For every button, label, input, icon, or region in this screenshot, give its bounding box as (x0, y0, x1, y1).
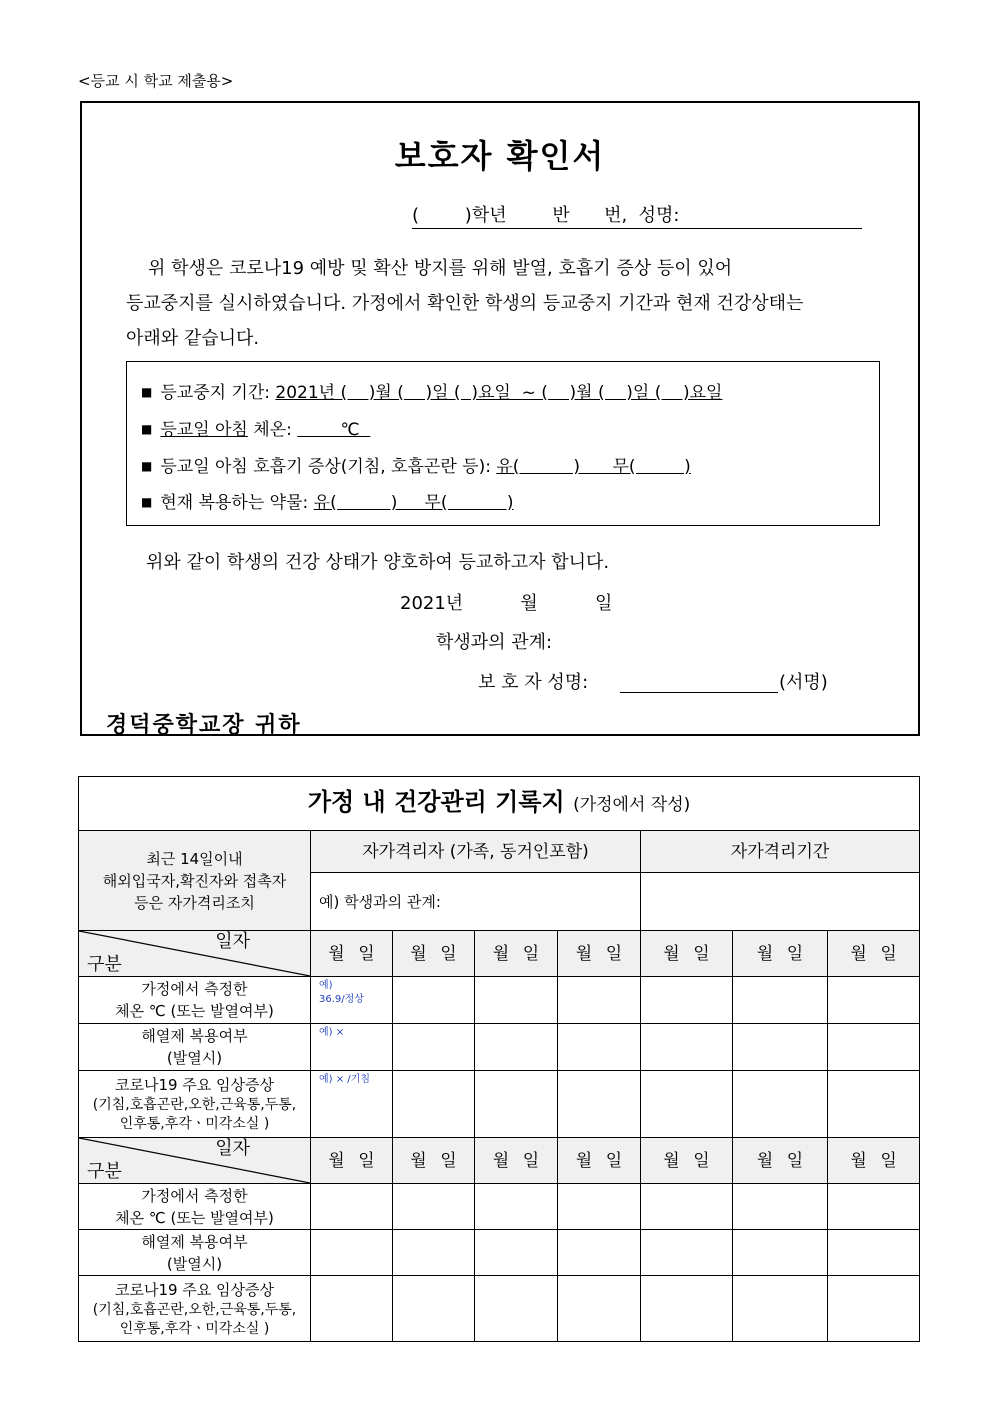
entry-cell[interactable] (558, 1276, 641, 1342)
date-cell[interactable]: 월 일 (558, 1138, 641, 1184)
entry-cell[interactable] (733, 1276, 828, 1342)
date-cell[interactable]: 월 일 (393, 1138, 475, 1184)
date-cell[interactable]: 월 일 (641, 931, 733, 977)
submission-note: <등교 시 학교 제출용> (78, 72, 234, 90)
record-title: 가정 내 건강관리 기록지 (307, 788, 565, 816)
entry-cell[interactable] (393, 1071, 475, 1138)
medication-item: ■ 현재 복용하는 약물: 유( ) 무( ) (141, 493, 514, 513)
entry-cell[interactable] (558, 1024, 641, 1071)
quarantine-person-header: 자가격리자 (가족, 동거인포함) (311, 831, 641, 873)
entry-cell[interactable] (558, 977, 641, 1024)
entry-cell[interactable] (641, 1276, 733, 1342)
entry-cell[interactable] (558, 1184, 641, 1230)
confirmation-title: 보호자 확인서 (394, 137, 606, 175)
guardian-name-label: 보 호 자 성명: (478, 672, 589, 693)
respiratory-symptom-item: ■ 등교일 아침 호흡기 증상(기침, 호흡곤란 등): 유( ) 무( ) (141, 457, 691, 477)
date-cell[interactable]: 월 일 (828, 931, 920, 977)
suspension-period-value[interactable]: 2021년 ( )월 ( )일 ( )요일 ~ ( )월 ( )일 ( )요일 (275, 383, 723, 403)
entry-cell[interactable] (733, 977, 828, 1024)
date-cell[interactable]: 월 일 (475, 931, 558, 977)
quarantine-period-cell[interactable] (641, 873, 920, 931)
entry-cell[interactable] (641, 1184, 733, 1230)
entry-cell[interactable] (475, 1184, 558, 1230)
bullet-square-icon: ■ (141, 385, 153, 399)
entry-cell[interactable] (311, 1276, 393, 1342)
entry-cell[interactable] (828, 1276, 920, 1342)
entry-cell[interactable] (641, 1024, 733, 1071)
quarantine-label-cell: 최근 14일이내 해외입국자,확진자와 접촉자 등은 자가격리조치 (79, 831, 311, 931)
entry-cell[interactable] (558, 1230, 641, 1276)
entry-cell[interactable] (475, 977, 558, 1024)
entry-cell[interactable] (311, 1230, 393, 1276)
morning-temperature-value[interactable]: ℃ (297, 420, 371, 440)
entry-cell[interactable] (733, 1184, 828, 1230)
entry-cell[interactable] (828, 977, 920, 1024)
intro-paragraph (126, 251, 886, 356)
entry-cell[interactable] (733, 1230, 828, 1276)
quarantine-person-cell[interactable]: 예) 학생과의 관계: (311, 873, 641, 931)
morning-temperature-item: ■ 등교일 아침 체온: ℃ (141, 420, 371, 440)
respiratory-symptom-value[interactable]: 유( ) 무( ) (496, 457, 691, 477)
entry-cell[interactable] (475, 1071, 558, 1138)
entry-cell[interactable] (475, 1024, 558, 1071)
example-cell[interactable]: 예) × (311, 1024, 393, 1071)
diagonal-header-cell: 일자 구분 (79, 1138, 311, 1184)
entry-cell[interactable] (641, 977, 733, 1024)
date-cell[interactable]: 월 일 (558, 931, 641, 977)
entry-cell[interactable] (311, 1184, 393, 1230)
row-label-symptoms: 코로나19 주요 임상증상 (기침,호흡곤란,오한,근육통,두통, 인후통,후각ㆍ미각소실 ) (79, 1276, 311, 1342)
row-label-symptoms: 코로나19 주요 임상증상 (기침,호흡곤란,오한,근육통,두통, 인후통,후각ㆍ미각소실 ) (79, 1071, 311, 1138)
entry-cell[interactable] (393, 1276, 475, 1342)
addressee-closing: 경덕중학교장 귀하 (106, 713, 302, 738)
signature-label: (서명) (779, 672, 828, 693)
date-line[interactable]: 2021년 월 일 (400, 593, 613, 614)
record-subtitle: (가정에서 작성) (573, 795, 691, 815)
example-cell[interactable]: 예) 36.9/정상 (311, 977, 393, 1024)
intro-line-2: 등교중지를 실시하였습니다. 가정에서 확인한 학생의 등교중지 기간과 현재 건강상태는 (126, 293, 804, 314)
intro-line-1: 위 학생은 코로나19 예방 및 확산 방지를 위해 발열, 호흡기 증상 등이 있어 (148, 258, 733, 279)
relation-line[interactable]: 학생과의 관계: (436, 632, 553, 653)
date-cell[interactable]: 월 일 (828, 1138, 920, 1184)
student-info-line: ( )학년 반 번, 성명: (412, 201, 862, 229)
health-status-box (126, 361, 880, 526)
intro-line-3: 아래와 같습니다. (126, 328, 260, 349)
row-label-antipyretic: 해열제 복용여부 (발열시) (79, 1230, 311, 1276)
bullet-square-icon: ■ (141, 495, 153, 509)
entry-cell[interactable] (828, 1230, 920, 1276)
entry-cell[interactable] (393, 977, 475, 1024)
row-label-antipyretic: 해열제 복용여부 (발열시) (79, 1024, 311, 1071)
entry-cell[interactable] (733, 1024, 828, 1071)
entry-cell[interactable] (641, 1071, 733, 1138)
entry-cell[interactable] (475, 1230, 558, 1276)
date-cell[interactable]: 월 일 (733, 1138, 828, 1184)
row-label-temperature: 가정에서 측정한 체온 ℃ (또는 발열여부) (79, 977, 311, 1024)
confirmation-statement: 위와 같이 학생의 건강 상태가 양호하여 등교하고자 합니다. (146, 552, 610, 573)
row-label-temperature: 가정에서 측정한 체온 ℃ (또는 발열여부) (79, 1184, 311, 1230)
date-cell[interactable]: 월 일 (733, 931, 828, 977)
entry-cell[interactable] (475, 1276, 558, 1342)
bullet-square-icon: ■ (141, 422, 153, 436)
date-cell[interactable]: 월 일 (311, 931, 393, 977)
date-cell[interactable]: 월 일 (311, 1138, 393, 1184)
suspension-period-item: ■ 등교중지 기간: 2021년 ( )월 ( )일 ( )요일 ~ ( )월 ( )일 ( )요일 (141, 383, 723, 403)
example-cell[interactable]: 예) × /기침 (311, 1071, 393, 1138)
home-health-record-table (78, 776, 920, 1342)
date-cell[interactable]: 월 일 (393, 931, 475, 977)
entry-cell[interactable] (393, 1184, 475, 1230)
diagonal-header-cell: 일자 구분 (79, 931, 311, 977)
guardian-name-field[interactable] (620, 692, 778, 693)
medication-value[interactable]: 유( ) 무( ) (313, 493, 514, 513)
entry-cell[interactable] (828, 1184, 920, 1230)
date-cell[interactable]: 월 일 (641, 1138, 733, 1184)
entry-cell[interactable] (641, 1230, 733, 1276)
entry-cell[interactable] (393, 1024, 475, 1071)
quarantine-period-header: 자가격리기간 (641, 831, 920, 873)
entry-cell[interactable] (393, 1230, 475, 1276)
entry-cell[interactable] (733, 1071, 828, 1138)
bullet-square-icon: ■ (141, 459, 153, 473)
entry-cell[interactable] (558, 1071, 641, 1138)
guardian-confirmation-box (80, 101, 920, 736)
record-title-cell (79, 777, 920, 831)
date-cell[interactable]: 월 일 (475, 1138, 558, 1184)
entry-cell[interactable] (828, 1024, 920, 1071)
entry-cell[interactable] (828, 1071, 920, 1138)
